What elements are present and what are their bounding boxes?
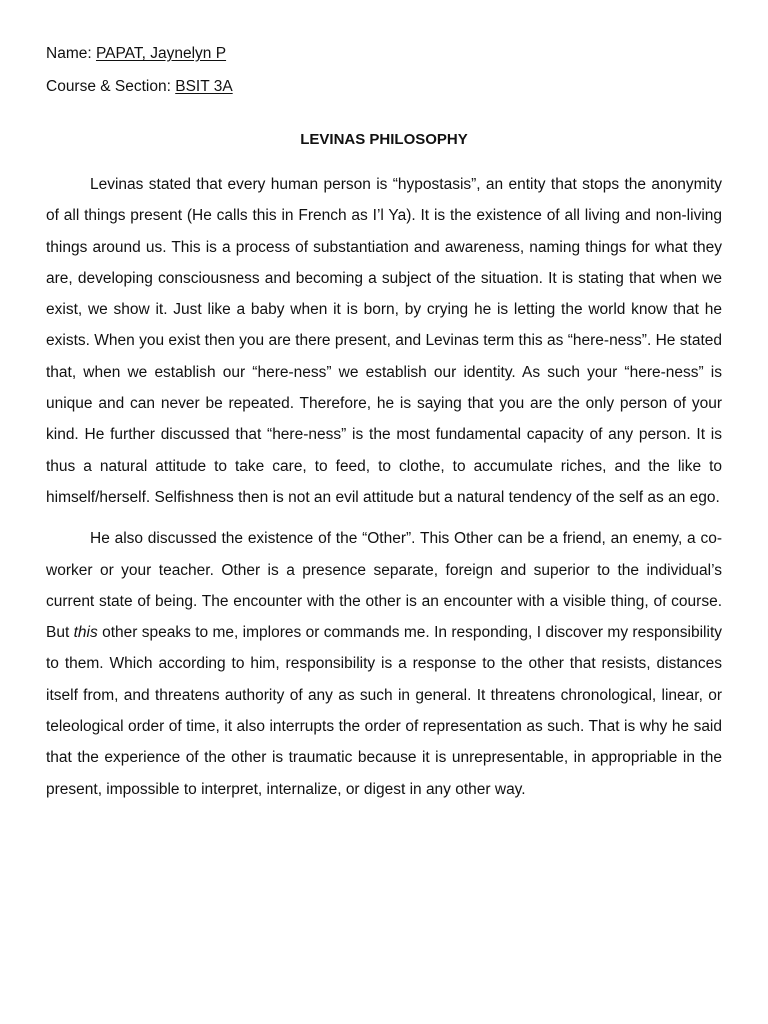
name-label: Name:	[46, 45, 96, 62]
name-line	[46, 44, 722, 64]
paragraph-other-after: other speaks to me, implores or commands me. In responding, I discover my responsibility to them. Which according to him, responsibility is a response to the other that resists, distances itself from, and threatens authority of any as such in general. It threatens chronological, linear, or teleological order of time, it also interrupts the order of representation as such. That is why he said that the experience of the other is traumatic because it is unrepresentable, in appropriable in the present, impossible to interpret, internalize, or digest in any other way.	[46, 624, 723, 798]
paragraph-other-before: He also discussed the existence of the “Other”. This Other can be a friend, an enemy, a co-worker or your teacher. Other is a presence separate, foreign and superior to the individual’s current state of being. The encounter with the other is an encounter with a visible thing, of course. But	[46, 530, 722, 642]
name-value: PAPAT, Jaynelyn P	[95, 45, 227, 62]
paragraph-other-emphasis: this	[73, 624, 98, 642]
course-value: BSIT 3A	[175, 78, 233, 95]
course-label: Course & Section:	[46, 78, 176, 95]
paragraph-hypostasis: Levinas stated that every human person is “hypostasis”, an entity that stops the anonymity of all things present (He calls this in French as I’l Ya). It is the existence of all living and non-living things around us. This is a process of substantiation and awareness, naming things for what they are, developing consciousness and becoming a subject of the situation. It is stating that when we exist, we show it. Just like a baby when it is born, by crying he is letting the world know that he exists. When you exist then you are there present, and Levinas term this as “here-ness”. He stated that, when we establish our “here-ness” we establish our identity. As such your “here-ness” is unique and can never be repeated. Therefore, he is saying that you are the only person of your kind. He further discussed that “here-ness” is the most fundamental capacity of any person. It is thus a natural attitude to take care, to feed, to clothe, to accumulate riches, and the like to himself/herself. Selfishness then is not an evil attitude but a natural tendency of the self as an ego.	[46, 176, 722, 506]
course-section-line	[46, 77, 722, 97]
paragraph-other	[46, 523, 722, 805]
document-title: LEVINAS PHILOSOPHY	[300, 131, 468, 148]
